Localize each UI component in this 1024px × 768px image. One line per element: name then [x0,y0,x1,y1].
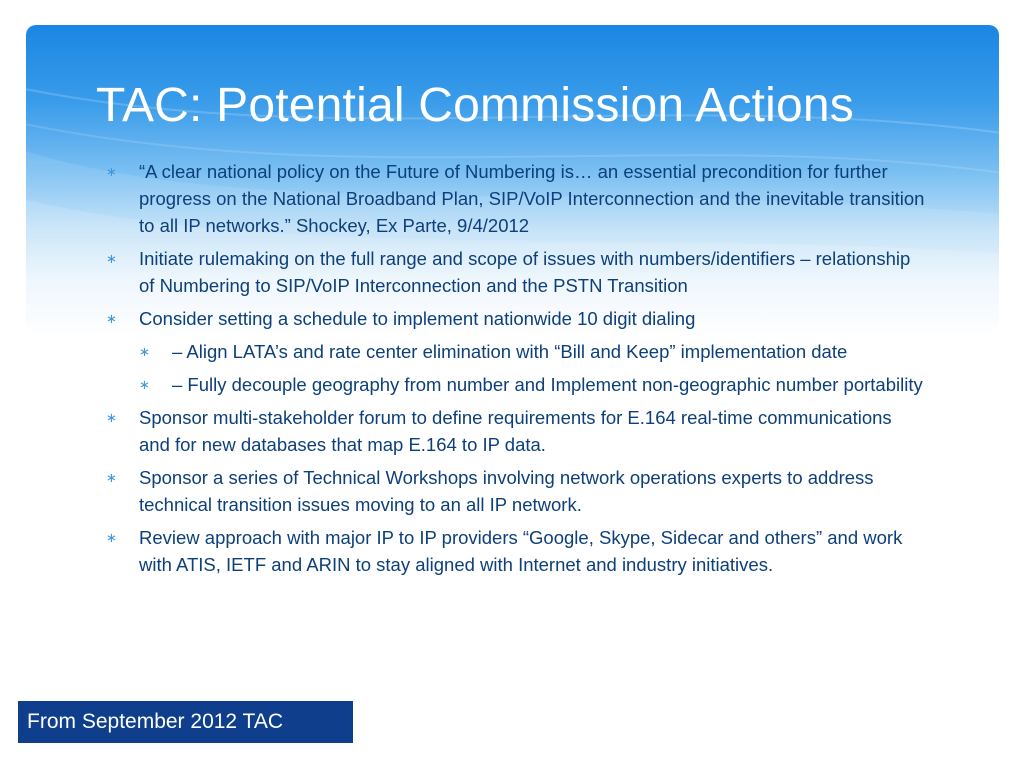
bullet-asterisk-icon: ∗ [106,311,117,326]
bullet-asterisk-icon: ∗ [106,164,117,179]
bullet-item [106,404,926,458]
sub-bullet-item [139,371,926,398]
slide-title: TAC: Potential Commission Actions [96,79,854,132]
bullet-list [106,158,926,584]
bullet-text: Sponsor multi-stakeholder forum to define requirements for E.164 real-time communications and for new databases that map E.164 to IP data. [139,407,892,455]
bullet-item [106,524,926,578]
bullet-asterisk-icon: ∗ [106,530,117,545]
bullet-asterisk-icon: ∗ [106,410,117,425]
bullet-asterisk-icon: ∗ [106,470,117,485]
bullet-asterisk-icon: ∗ [139,377,150,392]
bullet-text: “A clear national policy on the Future of Numbering is… an essential precondition for further progress on the National Broadband Plan, SIP/VoIP Interconnection and the inevitable transition to all IP networks.” Shockey, Ex Parte, 9/4/2012 [139,161,925,236]
bullet-text: Review approach with major IP to IP providers “Google, Skype, Sidecar and others” and work with ATIS, IETF and ARIN to stay aligned with Internet and industry initiatives. [139,527,903,575]
bullet-item [106,245,926,299]
bullet-text: Sponsor a series of Technical Workshops involving network operations experts to address technical transition issues moving to an all IP network. [139,467,874,515]
bullet-item [106,464,926,518]
bullet-asterisk-icon: ∗ [106,251,117,266]
bullet-asterisk-icon: ∗ [139,344,150,359]
bullet-item [106,158,926,239]
bullet-text: – Align LATA’s and rate center elimination with “Bill and Keep” implementation date [172,341,848,362]
bullet-item [106,305,926,332]
sub-bullet-item [139,338,926,365]
bullet-text: Consider setting a schedule to implement nationwide 10 digit dialing [139,308,696,329]
footer-source-label: From September 2012 TAC [18,701,353,743]
bullet-text: – Fully decouple geography from number and Implement non-geographic number portability [172,374,923,395]
bullet-text: Initiate rulemaking on the full range and scope of issues with numbers/identifiers – relationship of Numbering to SIP/VoIP Interconnection and the PSTN Transition [139,248,911,296]
